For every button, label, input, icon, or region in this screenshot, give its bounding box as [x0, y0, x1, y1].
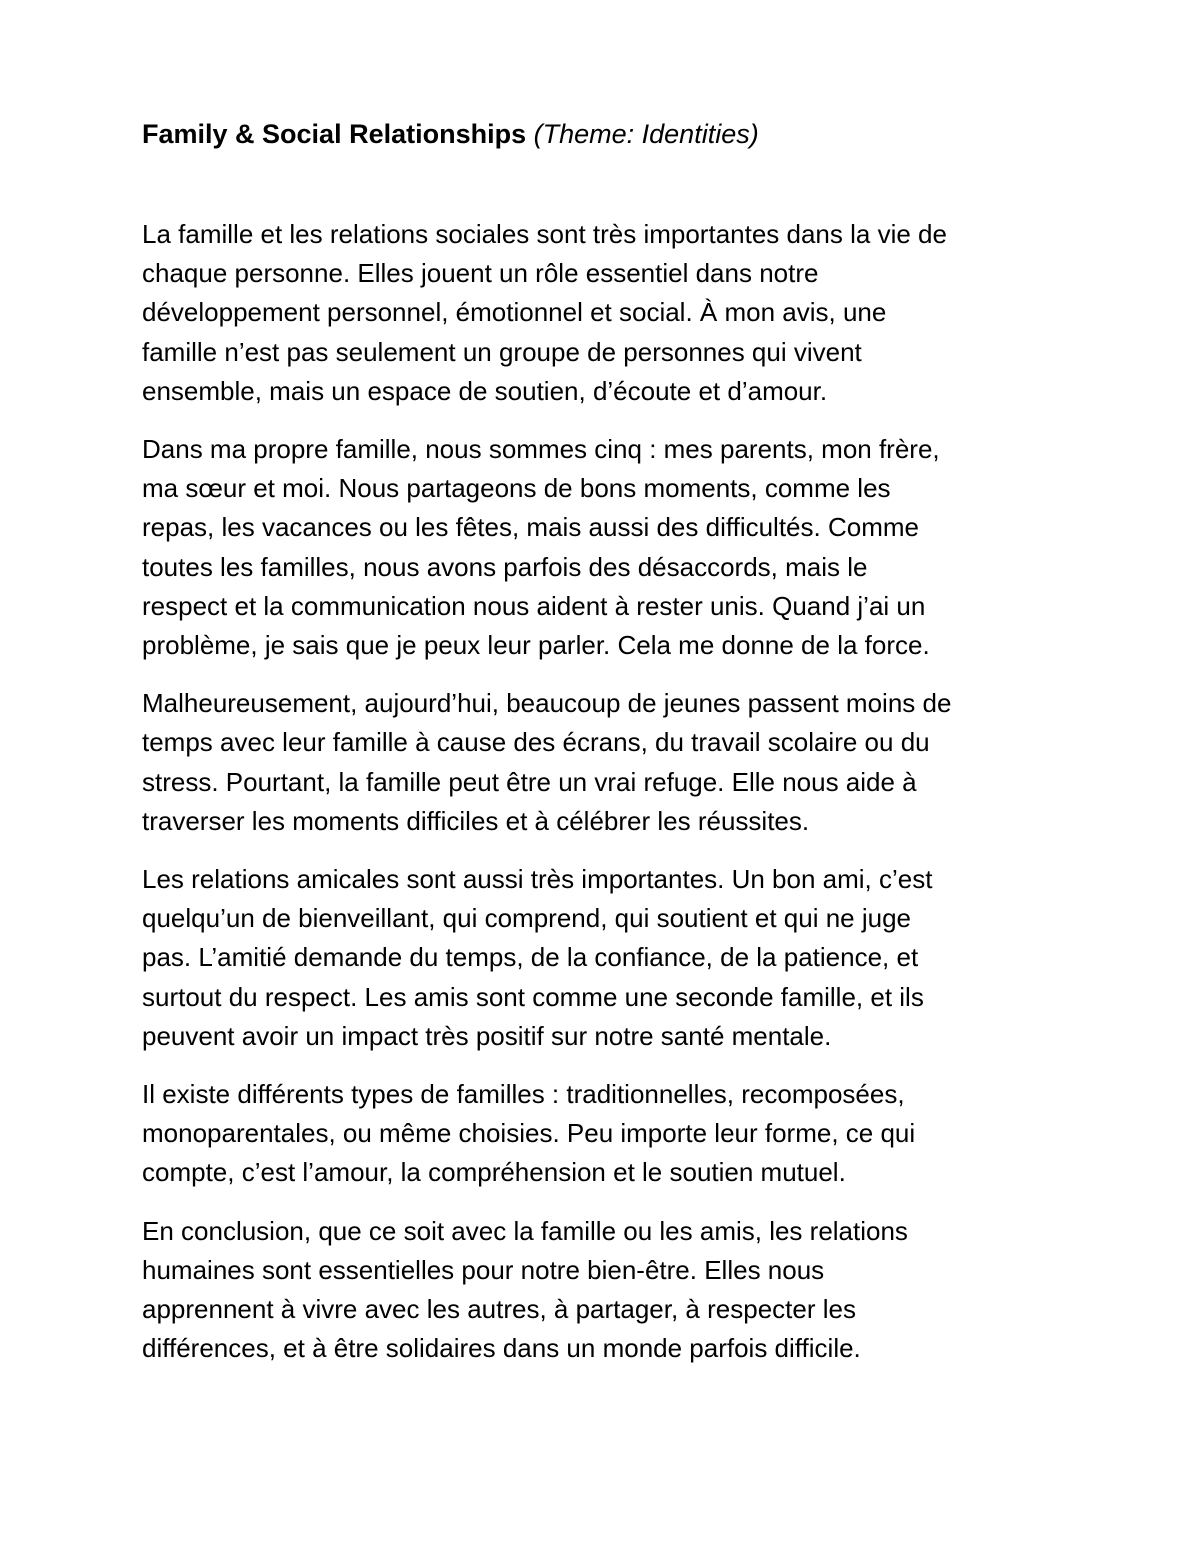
text-line: quelqu’un de bienveillant, qui comprend, qui soutient et qui ne juge [142, 903, 911, 934]
text-line: chaque personne. Elles jouent un rôle essentiel dans notre [142, 258, 819, 289]
text-line: humaines sont essentielles pour notre bien-être. Elles nous [142, 1254, 825, 1285]
text-line: respect et la communication nous aident à rester unis. Quand j’ai un [142, 590, 926, 621]
text-line: compte, c’est l’amour, la compréhension et le soutien mutuel. [142, 1157, 846, 1188]
paragraph-conclusion [142, 1212, 1072, 1369]
text-line: Malheureusement, aujourd’hui, beaucoup de jeunes passent moins de [142, 688, 952, 719]
text-line: développement personnel, émotionnel et social. À mon avis, une [142, 297, 887, 328]
text-line: repas, les vacances ou les fêtes, mais aussi des difficultés. Comme [142, 512, 919, 543]
text-line: monoparentales, ou même choisies. Peu importe leur forme, ce qui [142, 1118, 916, 1149]
text-line: Les relations amicales sont aussi très importantes. Un bon ami, c’est [142, 864, 933, 895]
text-line: temps avec leur famille à cause des écrans, du travail scolaire ou du [142, 727, 930, 758]
text-line: différences, et à être solidaires dans un monde parfois difficile. [142, 1333, 861, 1364]
document-title [142, 112, 1072, 156]
text-line: La famille et les relations sociales sont très importantes dans la vie de [142, 219, 947, 249]
paragraph-young-people [142, 684, 1072, 841]
paragraph-friendship [142, 860, 1072, 1056]
title-main: Family & Social Relationships [142, 119, 527, 149]
text-line: peuvent avoir un impact très positif sur notre santé mentale. [142, 1020, 832, 1051]
paragraph-family-types [142, 1075, 1072, 1193]
text-line: En conclusion, que ce soit avec la famille ou les amis, les relations [142, 1215, 908, 1246]
text-line: toutes les familles, nous avons parfois des désaccords, mais le [142, 551, 868, 582]
text-line: famille n’est pas seulement un groupe de personnes qui vivent [142, 336, 862, 367]
text-line: traverser les moments difficiles et à célébrer les réussites. [142, 805, 810, 836]
text-line: stress. Pourtant, la famille peut être un vrai refuge. Elle nous aide à [142, 766, 917, 797]
text-line: ma sœur et moi. Nous partageons de bons moments, comme les [142, 473, 891, 504]
text-line: ensemble, mais un espace de soutien, d’écoute et d’amour. [142, 375, 828, 406]
text-line: Dans ma propre famille, nous sommes cinq : mes parents, mon frère, [142, 434, 940, 465]
text-line: pas. L’amitié demande du temps, de la confiance, de la patience, et [142, 942, 919, 973]
document-page [142, 112, 1072, 1387]
title-theme: (Theme: Identities) [533, 119, 759, 149]
text-line: apprennent à vivre avec les autres, à partager, à respecter les [142, 1294, 856, 1325]
text-line: problème, je sais que je peux leur parler. Cela me donne de la force. [142, 630, 930, 661]
paragraph-own-family [142, 430, 1072, 665]
paragraph-intro [142, 215, 1072, 411]
text-line: Il existe différents types de familles : traditionnelles, recomposées, [142, 1079, 905, 1110]
text-line: surtout du respect. Les amis sont comme une seconde famille, et ils [142, 981, 924, 1012]
